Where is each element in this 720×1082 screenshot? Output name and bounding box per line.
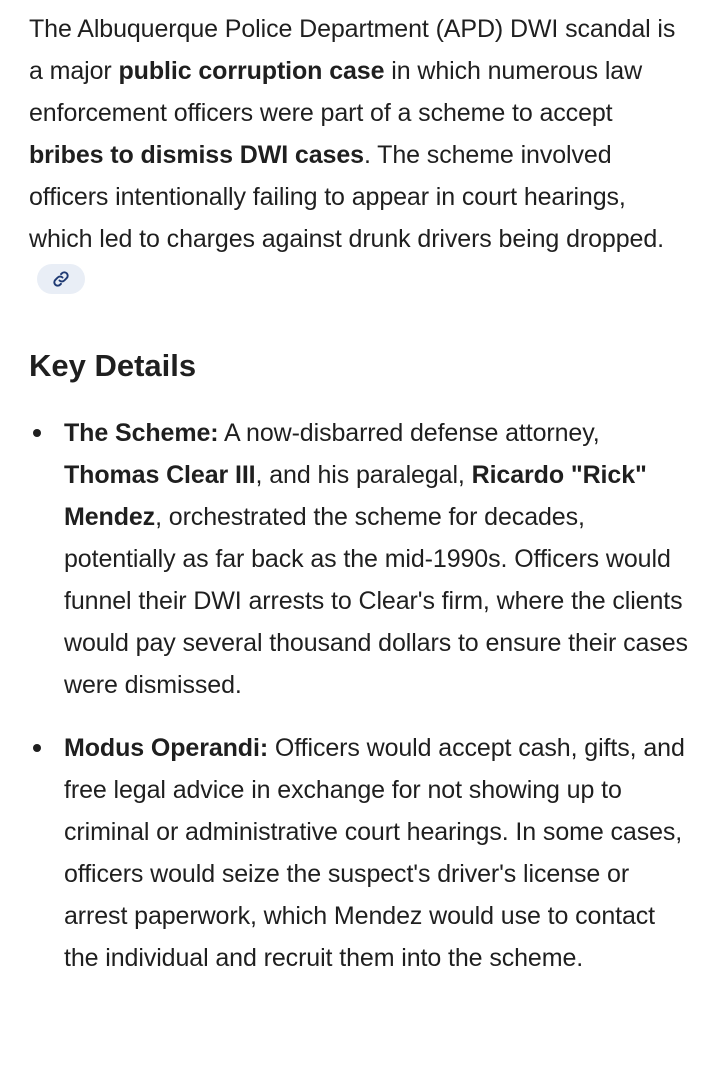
item-text: , and his paralegal, <box>255 461 472 489</box>
list-item <box>29 727 690 979</box>
intro-text: . The scheme involved officers intentionally failing to appear in court hearings, which led to charges against drunk drivers being dropped. <box>29 141 664 253</box>
bullet-icon <box>33 429 41 437</box>
item-text: A now-disbarred defense attorney, <box>218 419 600 447</box>
key-details-list <box>29 412 690 979</box>
intro-bold-text: bribes to dismiss DWI cases <box>29 141 364 169</box>
intro-paragraph <box>29 8 690 302</box>
bullet-icon <box>33 744 41 752</box>
intro-text: in which numerous law enforcement officers were part of a scheme to accept <box>29 57 643 127</box>
item-text: Officers would accept cash, gifts, and free legal advice in exchange for not showing up to criminal or administrative court hearings. In some cases, officers would seize the suspect's driver's license or arrest paperwork, which Mendez would use to contact the individual and recruit them into the scheme. <box>64 734 685 972</box>
intro-bold-text: public corruption case <box>118 57 385 85</box>
list-item <box>29 412 690 706</box>
section-heading: Key Details <box>29 348 197 383</box>
item-bold-text: Ricardo "Rick" Mendez <box>64 461 647 531</box>
item-text: , orchestrated the scheme for decades, potentially as far back as the mid-1990s. Officers would funnel their DWI arrests to Clear's firm, where the clients would pay several thousand dollars to ensure their cases were dismissed. <box>64 503 688 699</box>
link-icon <box>52 270 70 288</box>
item-bold-text: Modus Operandi: <box>64 734 269 762</box>
item-bold-text: Thomas Clear III <box>64 461 256 489</box>
intro-text: The Albuquerque Police Department (APD) DWI scandal is a major <box>29 15 676 85</box>
item-bold-text: The Scheme: <box>64 419 219 447</box>
source-link-button[interactable] <box>37 264 85 294</box>
